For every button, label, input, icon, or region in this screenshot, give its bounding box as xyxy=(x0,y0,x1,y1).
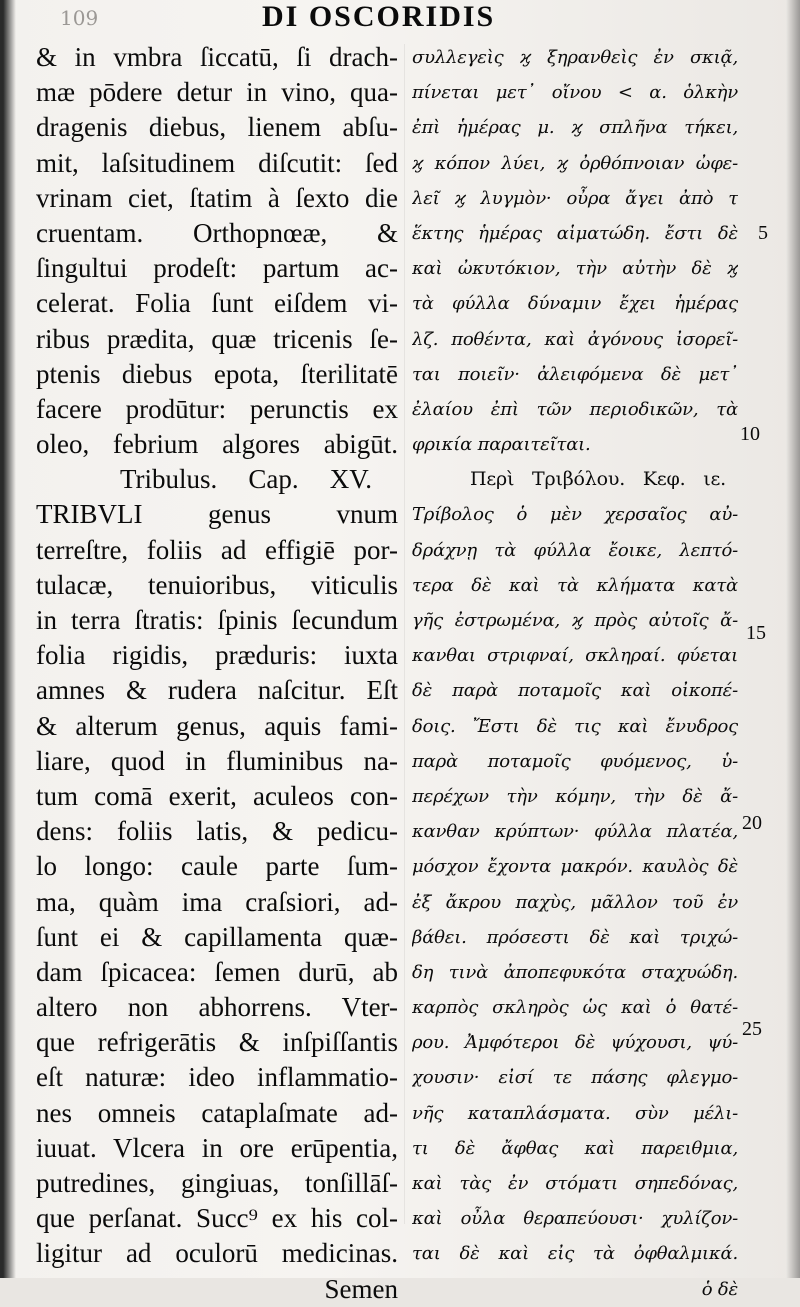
greek-line: ἐλαίου ἐπὶ τῶν περιοδικῶν, τὰ xyxy=(412,398,738,420)
folio-number: 109 xyxy=(60,6,99,30)
latin-column xyxy=(36,40,398,1307)
latin-line: ma, quàm ima craſsiori, ad- xyxy=(36,886,398,917)
greek-line: λζ. ποθέντα, καὶ ἀγόνους ἰσορεῖ- xyxy=(412,328,738,350)
running-head: DI OSCORIDIS xyxy=(262,0,496,33)
page-gutter-shadow xyxy=(0,0,16,1278)
latin-line: terreſtre, foliis ad effigiē por- xyxy=(36,534,398,565)
greek-line: χουσιν· εἰσί τε πάσης φλεγμο- xyxy=(412,1067,738,1089)
greek-line: παρὰ ποταμοῖς φυόμενος, ὑ- xyxy=(412,750,738,772)
latin-line: mit, laſsitudinem diſcutit: ſed xyxy=(36,147,398,178)
latin-line: dragenis diebus, lienem abſu- xyxy=(36,112,398,143)
latin-line: & alterum genus, aquis fami- xyxy=(36,710,398,741)
greek-line: καὶ οὖλα θεραπεύουσι· χυλίζον- xyxy=(412,1208,738,1230)
margin-line-number: 5 xyxy=(758,222,768,244)
latin-line: tum comā exerit, aculeos con- xyxy=(36,780,398,811)
latin-line: cruentam. Orthopnœæ, & xyxy=(36,217,398,248)
greek-line: Τρίβολος ὁ μὲν χερσαῖος αὐ- xyxy=(412,504,738,526)
page-header xyxy=(0,0,800,34)
column-divider xyxy=(404,44,405,1224)
latin-line: ligitur ad oculorū medicinas. xyxy=(36,1238,398,1269)
greek-line: νῆς καταπλάσματα. σὺν μέλι- xyxy=(412,1102,738,1124)
greek-line: δη τινὰ ἀποπεφυκότα σταχυώδη. xyxy=(412,961,738,983)
latin-line: & in vmbra ſiccatū, ſi drach- xyxy=(36,42,398,72)
latin-line: lo longo: caule parte ſum- xyxy=(36,851,398,882)
greek-line: ται δὲ καὶ εἰς τὰ ὀφθαλμικά. xyxy=(412,1243,738,1265)
greek-line: πίνεται μετ᾽ οἴνου < α. ὁλκὴν xyxy=(412,82,738,104)
latin-line: putredines, gingiuas, tonſillāſ- xyxy=(36,1168,398,1198)
page-edge-shadow xyxy=(786,0,800,1278)
greek-line: γῆς ἐστρωμένα, ϗ πρὸς αὐτοῖς ἄ- xyxy=(412,610,738,631)
latin-line: in terra ſtratis: ſpinis ſecundum xyxy=(36,605,398,635)
greek-line: συλλεγεὶς ϗ ξηρανθεὶς ἐν σκιᾷ, xyxy=(412,47,738,68)
latin-line: dam ſpicacea: ſemen durū, ab xyxy=(36,956,398,987)
greek-line: καρπὸς σκληρὸς ὡς καὶ ὁ θατέ- xyxy=(412,997,738,1019)
latin-line: iuuat. Vlcera in ore erūpentia, xyxy=(36,1132,398,1163)
greek-line: τι δὲ ἄφθας καὶ παρειθμια, xyxy=(412,1137,738,1159)
latin-line: tulacæ, tenuioribus, viticulis xyxy=(36,569,398,600)
latin-line: dens: foliis latis, & pedicu- xyxy=(36,816,398,847)
greek-line: κανθαι στριφναί, σκληραί. φύεται xyxy=(412,645,738,667)
greek-line: ϗ κόπον λύει, ϗ ὀρθόπνοιαν ὠφε- xyxy=(412,152,738,174)
greek-line: δὲ παρὰ ποταμοῖς καὶ οἰκοπέ- xyxy=(412,680,738,702)
greek-catchword: ὁ δὲ xyxy=(701,1278,738,1300)
latin-line: nes omneis cataplaſmate ad- xyxy=(36,1097,398,1128)
latin-line: facere prodūtur: perunctis ex xyxy=(36,393,398,424)
latin-line: ſunt ei & capillamenta quæ- xyxy=(36,921,398,952)
greek-line: ἕκτης ἡμέρας αἱματώδη. ἔστι δὲ xyxy=(412,222,738,244)
greek-line: βάθει. πρόσεστι δὲ καὶ τριχώ- xyxy=(412,926,738,948)
latin-line: mæ pōdere detur in vino, qua- xyxy=(36,77,398,108)
latin-chapter-heading: Tribulus. Cap. XV. xyxy=(120,464,372,495)
latin-line: ribus prædita, quæ tricenis ſe- xyxy=(36,323,398,354)
latin-line: vrinam ciet, ſtatim à ſexto die xyxy=(36,182,398,213)
margin-line-number: 10 xyxy=(740,423,760,445)
greek-line: μόσχον ἔχοντα μακρόν. καυλὸς δὲ xyxy=(412,856,738,878)
latin-line: altero non abhorrens. Vter- xyxy=(36,992,398,1023)
greek-line: δοις. Ἔστι δὲ τις καὶ ἔνυδρος xyxy=(412,715,738,737)
greek-line: καὶ τὰς ἐν στόματι σηπεδόνας, xyxy=(412,1173,738,1194)
greek-line: ἐξ ἄκρου παχὺς, μᾶλλον τοῦ ἐν xyxy=(412,891,738,913)
greek-line: λεῖ ϗ λυγμὸν· οὖρα ἄγει ἀπὸ τ xyxy=(412,187,738,209)
latin-catchword: Semen xyxy=(324,1273,398,1304)
greek-line: ται ποιεῖν· ἀλειφόμενα δὲ μετ᾽ xyxy=(412,363,738,385)
greek-line: περέχων τὴν κόμην, τὴν δὲ ἄ- xyxy=(412,785,738,807)
latin-line: eſt naturæ: ideo inflammatio- xyxy=(36,1062,398,1093)
latin-line: oleo, febrium algores abigūt. xyxy=(36,429,398,460)
greek-column xyxy=(412,40,738,1307)
greek-chapter-heading: Περὶ Τριβόλου. Κεφ. ιε. xyxy=(470,468,726,491)
latin-line: TRIBVLI genus vnum xyxy=(36,499,398,530)
greek-line: τερα δὲ καὶ τὰ κλήματα κατὰ xyxy=(412,574,738,596)
greek-line: ρου. Ἀμφότεροι δὲ ψύχουσι, ψύ- xyxy=(412,1032,738,1054)
latin-line: que refrigerātis & inſpiſſantis xyxy=(36,1027,398,1058)
latin-line: que perſanat. Succ⁹ ex his col- xyxy=(36,1203,398,1234)
margin-line-number: 15 xyxy=(746,622,766,644)
greek-line: καὶ ὠκυτόκιον, τὴν αὐτὴν δὲ ϗ xyxy=(412,258,738,280)
greek-line: κανθαν κρύπτων· φύλλα πλατέα, xyxy=(412,821,738,843)
greek-line: φρικία παραιτεῖται. xyxy=(412,434,591,456)
greek-line: δράχνῃ τὰ φύλλα ἔοικε, λεπτό- xyxy=(412,539,738,561)
margin-line-number: 25 xyxy=(742,1018,762,1040)
latin-line: amnes & rudera naſcitur. Eſt xyxy=(36,675,398,706)
latin-line: ſingultui prodeſt: partum ac- xyxy=(36,253,398,284)
latin-line: liare, quod in fluminibus na- xyxy=(36,745,398,776)
greek-line: τὰ φύλλα δύναμιν ἔχει ἡμέρας xyxy=(412,293,738,315)
latin-line: celerat. Folia ſunt eiſdem vi- xyxy=(36,288,398,319)
latin-line: ptenis diebus epota, ſterilitatē xyxy=(36,358,398,389)
latin-line: folia rigidis, præduris: iuxta xyxy=(36,640,398,671)
greek-line: ἐπὶ ἡμέρας μ. ϗ σπλῆνα τήκει, xyxy=(412,117,738,139)
margin-line-number: 20 xyxy=(742,812,762,834)
